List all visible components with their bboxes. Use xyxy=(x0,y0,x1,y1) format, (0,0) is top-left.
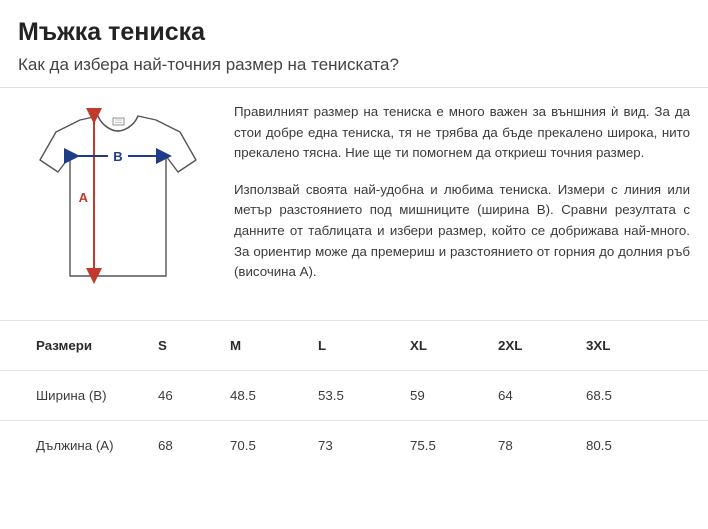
table-header-cell: M xyxy=(230,321,318,371)
table-header-cell: 2XL xyxy=(498,321,586,371)
description-paragraph-2: Използвай своята най-удобна и любима тениска. Измери с линия или метър разстоянието под мишниците (ширина B). Сравни резултата с данните от таблицата и избери размер, който се добрижава най-много. За ориентир може да премериш и разстоянието от горния до долния ръб (височина A). xyxy=(234,181,690,280)
table-cell: 46 xyxy=(158,371,230,421)
table-cell: 53.5 xyxy=(318,371,410,421)
tshirt-outline xyxy=(40,116,196,276)
height-label: A xyxy=(78,190,88,205)
table-header-row xyxy=(0,321,708,371)
table-cell: 75.5 xyxy=(410,438,436,453)
size-table-container xyxy=(0,320,708,470)
table-row xyxy=(0,371,708,421)
table-header-cell: 3XL xyxy=(586,321,708,371)
table-header-cell: Размери xyxy=(0,321,158,371)
size-table xyxy=(0,321,708,470)
table-header-cell: L xyxy=(318,321,410,371)
table-cell: 59 xyxy=(410,371,498,421)
row-label: Дължина (A) xyxy=(36,438,114,453)
table-cell: 70.5 xyxy=(230,438,256,453)
page-title: Мъжка тениска xyxy=(18,18,206,46)
table-cell: 48.5 xyxy=(230,371,318,421)
size-table-body xyxy=(0,371,708,471)
table-cell: 78 xyxy=(498,438,513,453)
table-cell: 73 xyxy=(318,438,333,453)
table-cell: 80.5 xyxy=(586,438,612,453)
table-header-cell: XL xyxy=(410,321,498,371)
page-subtitle: Как да избера най-точния размер на тениската? xyxy=(18,55,399,74)
page-header xyxy=(0,0,708,75)
size-table-head xyxy=(0,321,708,371)
table-cell: 68 xyxy=(158,438,173,453)
table-cell: 64 xyxy=(498,371,586,421)
description-column xyxy=(218,98,690,283)
width-label: B xyxy=(113,149,123,164)
tshirt-diagram xyxy=(18,98,218,297)
guide-content xyxy=(0,88,708,297)
row-label: Ширина (B) xyxy=(0,371,158,421)
tshirt-tag xyxy=(113,118,124,125)
table-cell: 68.5 xyxy=(586,371,708,421)
description-paragraph-1: Правилният размер на тениска е много важен за външния ѝ вид. За да стои добре една тениска, тя не трябва да бъде прекалено широка, нито прекалено тясна. Ние ще ти помогнем да откриеш точния размер. xyxy=(234,104,690,161)
table-header-cell: S xyxy=(158,321,230,371)
table-row xyxy=(0,421,708,471)
tshirt-icon xyxy=(18,102,218,297)
